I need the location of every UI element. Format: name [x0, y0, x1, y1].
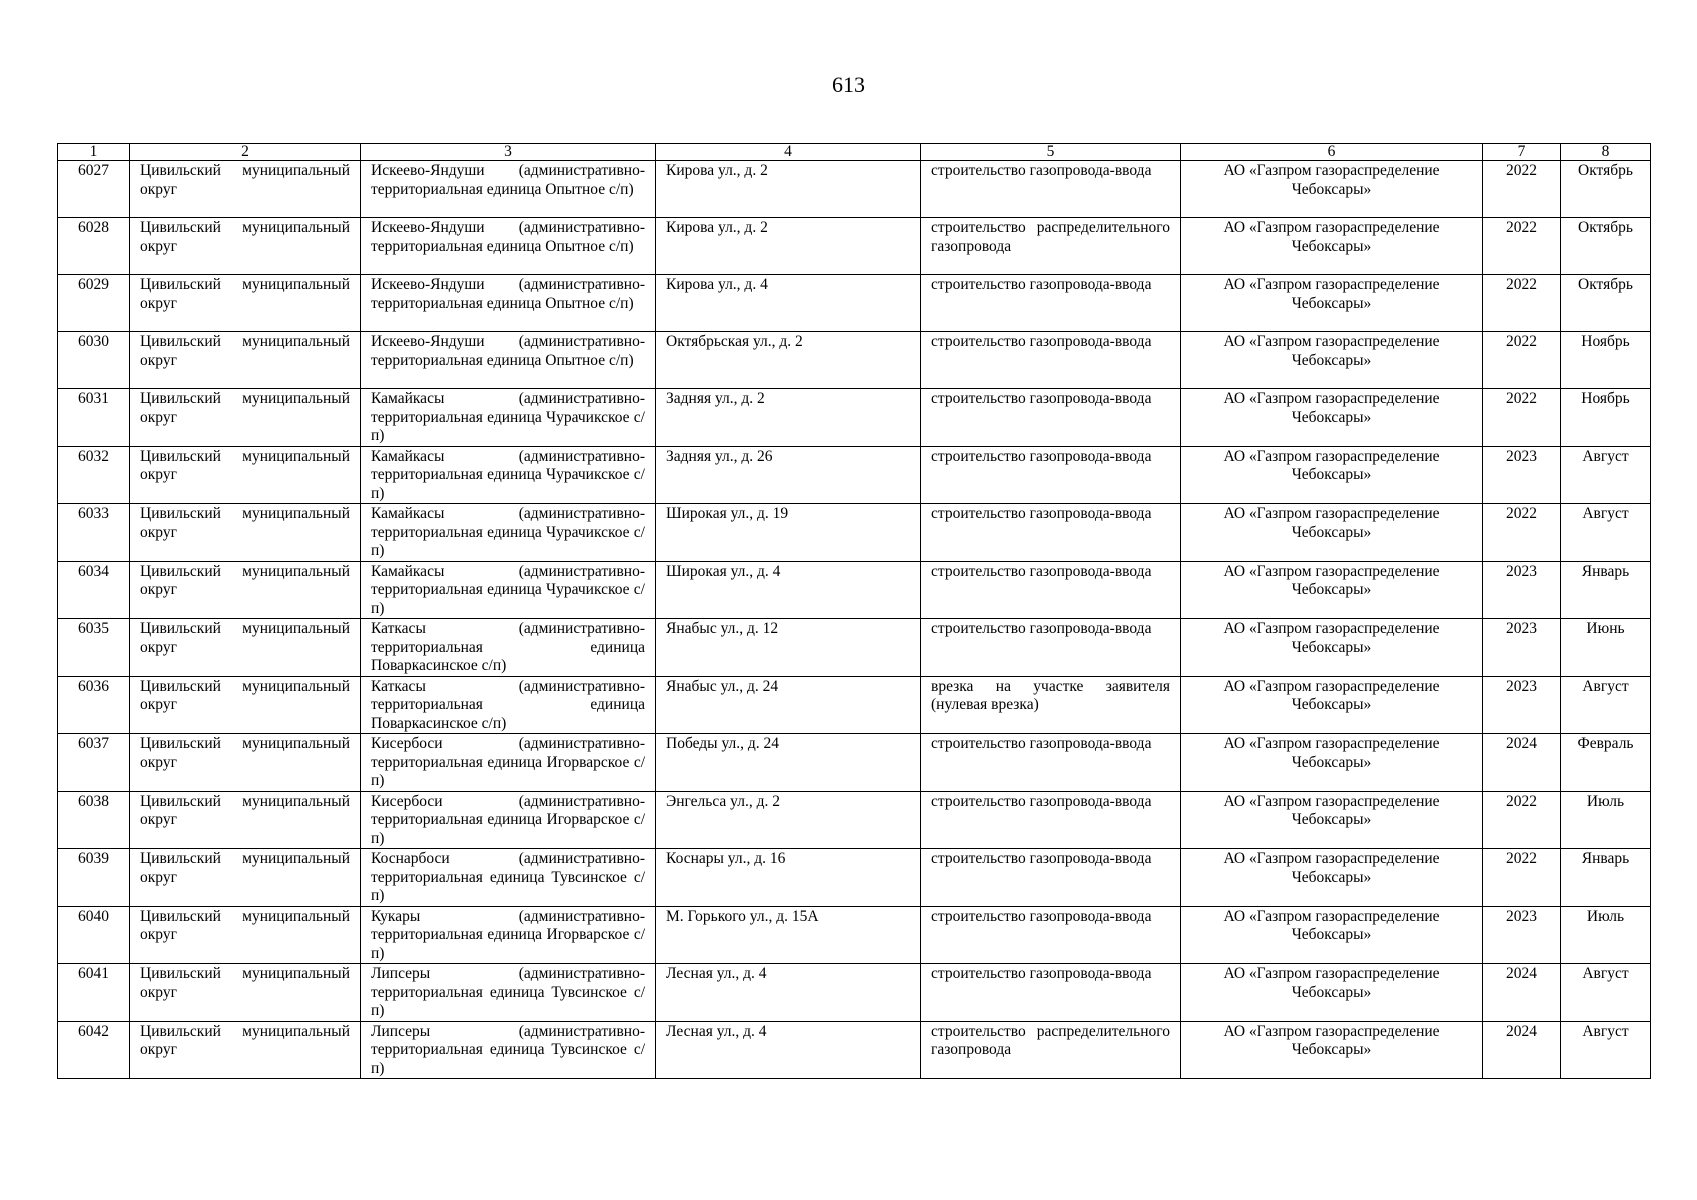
table-row [58, 446, 1651, 504]
organization-cell: АО «Газпром газораспределение Чебоксары» [1181, 218, 1483, 275]
district-cell: Цивильский муниципальный округ [130, 964, 361, 1022]
organization-cell: АО «Газпром газораспределение Чебоксары» [1181, 964, 1483, 1022]
table-row [58, 906, 1651, 964]
organization-cell: АО «Газпром газораспределение Чебоксары» [1181, 161, 1483, 218]
address-cell: Широкая ул., д. 4 [656, 561, 921, 619]
year-cell: 2023 [1483, 676, 1561, 734]
settlement-cell: Искеево-Яндуши (административно-территориальная единица Опытное с/п) [361, 332, 656, 389]
month-cell: Октябрь [1561, 161, 1651, 218]
district-cell: Цивильский муниципальный округ [130, 676, 361, 734]
settlement-cell: Кукары (административно-территориальная единица Игорварское с/п) [361, 906, 656, 964]
row-number: 6034 [58, 561, 130, 619]
table-row [58, 161, 1651, 218]
row-number: 6033 [58, 504, 130, 562]
year-cell: 2022 [1483, 504, 1561, 562]
table-row [58, 275, 1651, 332]
table-row [58, 389, 1651, 447]
organization-cell: АО «Газпром газораспределение Чебоксары» [1181, 849, 1483, 907]
work-type-cell: врезка на участке заявителя (нулевая врезка) [921, 676, 1181, 734]
year-cell: 2022 [1483, 389, 1561, 447]
header-cell: 7 [1483, 144, 1561, 161]
district-cell: Цивильский муниципальный округ [130, 161, 361, 218]
work-type-cell: строительство газопровода-ввода [921, 791, 1181, 849]
district-cell: Цивильский муниципальный округ [130, 389, 361, 447]
district-cell: Цивильский муниципальный округ [130, 504, 361, 562]
address-cell: Кирова ул., д. 2 [656, 218, 921, 275]
row-number: 6042 [58, 1021, 130, 1079]
work-type-cell: строительство газопровода-ввода [921, 332, 1181, 389]
work-type-cell: строительство газопровода-ввода [921, 161, 1181, 218]
row-number: 6032 [58, 446, 130, 504]
organization-cell: АО «Газпром газораспределение Чебоксары» [1181, 791, 1483, 849]
table-row [58, 332, 1651, 389]
row-number: 6028 [58, 218, 130, 275]
work-type-cell: строительство газопровода-ввода [921, 446, 1181, 504]
organization-cell: АО «Газпром газораспределение Чебоксары» [1181, 504, 1483, 562]
row-number: 6038 [58, 791, 130, 849]
district-cell: Цивильский муниципальный округ [130, 619, 361, 677]
header-cell: 6 [1181, 144, 1483, 161]
settlement-cell: Камайкасы (административно-территориальная единица Чурачикское с/п) [361, 504, 656, 562]
district-cell: Цивильский муниципальный округ [130, 332, 361, 389]
work-type-cell: строительство газопровода-ввода [921, 734, 1181, 792]
row-number: 6040 [58, 906, 130, 964]
year-cell: 2022 [1483, 161, 1561, 218]
settlement-cell: Искеево-Яндуши (административно-территориальная единица Опытное с/п) [361, 161, 656, 218]
header-cell: 4 [656, 144, 921, 161]
settlement-cell: Искеево-Яндуши (административно-территориальная единица Опытное с/п) [361, 218, 656, 275]
address-cell: Лесная ул., д. 4 [656, 1021, 921, 1079]
district-cell: Цивильский муниципальный округ [130, 1021, 361, 1079]
row-number: 6035 [58, 619, 130, 677]
work-type-cell: строительство газопровода-ввода [921, 504, 1181, 562]
month-cell: Август [1561, 1021, 1651, 1079]
year-cell: 2023 [1483, 906, 1561, 964]
organization-cell: АО «Газпром газораспределение Чебоксары» [1181, 446, 1483, 504]
month-cell: Август [1561, 964, 1651, 1022]
month-cell: Ноябрь [1561, 332, 1651, 389]
month-cell: Июнь [1561, 619, 1651, 677]
table-row [58, 218, 1651, 275]
table-row [58, 619, 1651, 677]
address-cell: Янабыс ул., д. 12 [656, 619, 921, 677]
month-cell: Август [1561, 676, 1651, 734]
table-row [58, 504, 1651, 562]
month-cell: Август [1561, 446, 1651, 504]
year-cell: 2022 [1483, 218, 1561, 275]
district-cell: Цивильский муниципальный округ [130, 275, 361, 332]
address-cell: Широкая ул., д. 19 [656, 504, 921, 562]
row-number: 6031 [58, 389, 130, 447]
organization-cell: АО «Газпром газораспределение Чебоксары» [1181, 275, 1483, 332]
work-type-cell: строительство газопровода-ввода [921, 389, 1181, 447]
settlement-cell: Кисербоси (административно-территориальная единица Игорварское с/п) [361, 734, 656, 792]
table-row [58, 849, 1651, 907]
year-cell: 2022 [1483, 849, 1561, 907]
month-cell: Октябрь [1561, 275, 1651, 332]
year-cell: 2023 [1483, 619, 1561, 677]
year-cell: 2023 [1483, 446, 1561, 504]
organization-cell: АО «Газпром газораспределение Чебоксары» [1181, 619, 1483, 677]
district-cell: Цивильский муниципальный округ [130, 849, 361, 907]
month-cell: Ноябрь [1561, 389, 1651, 447]
table-row [58, 561, 1651, 619]
work-type-cell: строительство газопровода-ввода [921, 849, 1181, 907]
year-cell: 2023 [1483, 561, 1561, 619]
table-row [58, 964, 1651, 1022]
organization-cell: АО «Газпром газораспределение Чебоксары» [1181, 734, 1483, 792]
address-cell: Кирова ул., д. 4 [656, 275, 921, 332]
district-cell: Цивильский муниципальный округ [130, 561, 361, 619]
year-cell: 2022 [1483, 332, 1561, 389]
settlement-cell: Липсеры (административно-территориальная единица Тувсинское с/п) [361, 964, 656, 1022]
settlement-cell: Кисербоси (административно-территориальная единица Игорварское с/п) [361, 791, 656, 849]
row-number: 6030 [58, 332, 130, 389]
work-type-cell: строительство газопровода-ввода [921, 561, 1181, 619]
address-cell: Октябрьская ул., д. 2 [656, 332, 921, 389]
row-number: 6029 [58, 275, 130, 332]
settlement-cell: Липсеры (административно-территориальная единица Тувсинское с/п) [361, 1021, 656, 1079]
work-type-cell: строительство распределительного газопровода [921, 1021, 1181, 1079]
table-row [58, 734, 1651, 792]
district-cell: Цивильский муниципальный округ [130, 218, 361, 275]
settlement-cell: Камайкасы (административно-территориальная единица Чурачикское с/п) [361, 446, 656, 504]
district-cell: Цивильский муниципальный округ [130, 906, 361, 964]
table-row [58, 676, 1651, 734]
address-cell: Янабыс ул., д. 24 [656, 676, 921, 734]
address-cell: Победы ул., д. 24 [656, 734, 921, 792]
month-cell: Июль [1561, 906, 1651, 964]
header-cell: 5 [921, 144, 1181, 161]
district-cell: Цивильский муниципальный округ [130, 734, 361, 792]
row-number: 6027 [58, 161, 130, 218]
organization-cell: АО «Газпром газораспределение Чебоксары» [1181, 676, 1483, 734]
year-cell: 2022 [1483, 275, 1561, 332]
month-cell: Январь [1561, 849, 1651, 907]
year-cell: 2024 [1483, 1021, 1561, 1079]
address-cell: Задняя ул., д. 2 [656, 389, 921, 447]
page-number: 613 [832, 72, 865, 97]
work-type-cell: строительство газопровода-ввода [921, 906, 1181, 964]
work-type-cell: строительство газопровода-ввода [921, 964, 1181, 1022]
address-cell: М. Горького ул., д. 15А [656, 906, 921, 964]
row-number: 6039 [58, 849, 130, 907]
work-type-cell: строительство газопровода-ввода [921, 619, 1181, 677]
address-cell: Лесная ул., д. 4 [656, 964, 921, 1022]
settlement-cell: Искеево-Яндуши (административно-территориальная единица Опытное с/п) [361, 275, 656, 332]
year-cell: 2022 [1483, 791, 1561, 849]
work-type-cell: строительство распределительного газопровода [921, 218, 1181, 275]
settlement-cell: Каткасы (административно-территориальная единица Поваркасинское с/п) [361, 619, 656, 677]
header-cell: 3 [361, 144, 656, 161]
organization-cell: АО «Газпром газораспределение Чебоксары» [1181, 389, 1483, 447]
month-cell: Октябрь [1561, 218, 1651, 275]
row-number: 6036 [58, 676, 130, 734]
table-row [58, 1021, 1651, 1079]
year-cell: 2024 [1483, 734, 1561, 792]
district-cell: Цивильский муниципальный округ [130, 446, 361, 504]
settlement-cell: Коснарбоси (административно-территориальная единица Тувсинское с/п) [361, 849, 656, 907]
month-cell: Февраль [1561, 734, 1651, 792]
row-number: 6037 [58, 734, 130, 792]
work-type-cell: строительство газопровода-ввода [921, 275, 1181, 332]
table-row [58, 791, 1651, 849]
month-cell: Июль [1561, 791, 1651, 849]
organization-cell: АО «Газпром газораспределение Чебоксары» [1181, 332, 1483, 389]
organization-cell: АО «Газпром газораспределение Чебоксары» [1181, 906, 1483, 964]
header-cell: 2 [130, 144, 361, 161]
settlement-cell: Камайкасы (административно-территориальная единица Чурачикское с/п) [361, 389, 656, 447]
address-cell: Задняя ул., д. 26 [656, 446, 921, 504]
header-row [58, 144, 1651, 161]
month-cell: Январь [1561, 561, 1651, 619]
header-cell: 8 [1561, 144, 1651, 161]
settlement-cell: Камайкасы (административно-территориальная единица Чурачикское с/п) [361, 561, 656, 619]
row-number: 6041 [58, 964, 130, 1022]
month-cell: Август [1561, 504, 1651, 562]
address-cell: Коснары ул., д. 16 [656, 849, 921, 907]
address-cell: Кирова ул., д. 2 [656, 161, 921, 218]
year-cell: 2024 [1483, 964, 1561, 1022]
data-table [57, 143, 1651, 1079]
address-cell: Энгельса ул., д. 2 [656, 791, 921, 849]
district-cell: Цивильский муниципальный округ [130, 791, 361, 849]
settlement-cell: Каткасы (административно-территориальная единица Поваркасинское с/п) [361, 676, 656, 734]
organization-cell: АО «Газпром газораспределение Чебоксары» [1181, 1021, 1483, 1079]
organization-cell: АО «Газпром газораспределение Чебоксары» [1181, 561, 1483, 619]
header-cell: 1 [58, 144, 130, 161]
